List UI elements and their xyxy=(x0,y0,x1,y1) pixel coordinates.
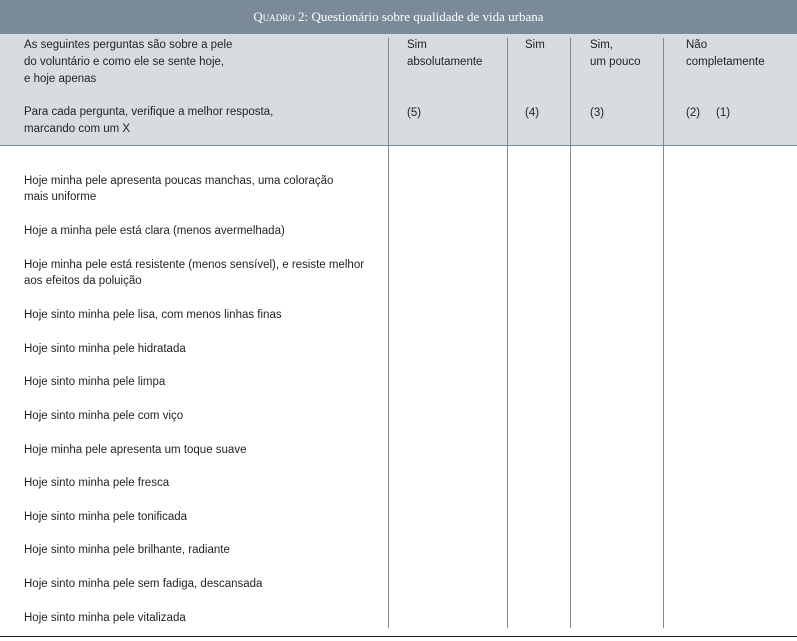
question-row: Hoje a minha pele está clara (menos avermelhada) xyxy=(24,225,285,237)
column-header-nao-completamente: Não completamente xyxy=(686,39,765,68)
header-instruction: Para cada pergunta, verifique a melhor resposta, marcando com um X xyxy=(24,106,274,135)
question-row: Hoje minha pele está resistente (menos sensível), e resiste melhor aos efeitos da poluição xyxy=(24,259,365,287)
question-row: Hoje sinto minha pele hidratada xyxy=(24,343,186,355)
question-row: Hoje sinto minha pele fresca xyxy=(24,477,170,489)
question-row: Hoje sinto minha pele tonificada xyxy=(24,511,188,523)
question-row: Hoje minha pele apresenta poucas manchas, uma coloração mais uniforme xyxy=(24,175,334,203)
column-divider xyxy=(507,38,508,628)
question-row: Hoje sinto minha pele limpa xyxy=(24,376,166,388)
question-row: Hoje minha pele apresenta um toque suave xyxy=(24,444,247,456)
score-1: (1) xyxy=(716,107,731,119)
column-header-sim-um-pouco: Sim, um pouco xyxy=(590,39,641,68)
column-divider xyxy=(663,38,664,628)
table-title xyxy=(0,0,797,34)
column-header-sim: Sim xyxy=(525,39,545,51)
score-3: (3) xyxy=(590,107,605,119)
question-row: Hoje sinto minha pele lisa, com menos linhas finas xyxy=(24,309,282,321)
question-row: Hoje sinto minha pele sem fadiga, descansada xyxy=(24,578,263,590)
column-header-sim-absolutamente: Sim absolutamente xyxy=(407,39,483,68)
score-5: (5) xyxy=(407,107,422,119)
header-question-intro: As seguintes perguntas são sobre a pele do voluntário e como ele se sente hoje, e hoje apenas xyxy=(24,39,233,85)
column-divider xyxy=(388,38,389,628)
table-title-label: Quadro 2: xyxy=(253,9,309,24)
table-title-text: Questionário sobre qualidade de vida urbana xyxy=(311,9,544,24)
question-row: Hoje sinto minha pele vitalizada xyxy=(24,612,186,624)
score-2: (2) xyxy=(686,107,701,119)
question-row: Hoje sinto minha pele com viço xyxy=(24,410,184,422)
score-4: (4) xyxy=(525,107,540,119)
column-divider xyxy=(570,38,571,628)
question-row: Hoje sinto minha pele brilhante, radiante xyxy=(24,544,230,556)
table-bottom-rule xyxy=(0,636,797,637)
